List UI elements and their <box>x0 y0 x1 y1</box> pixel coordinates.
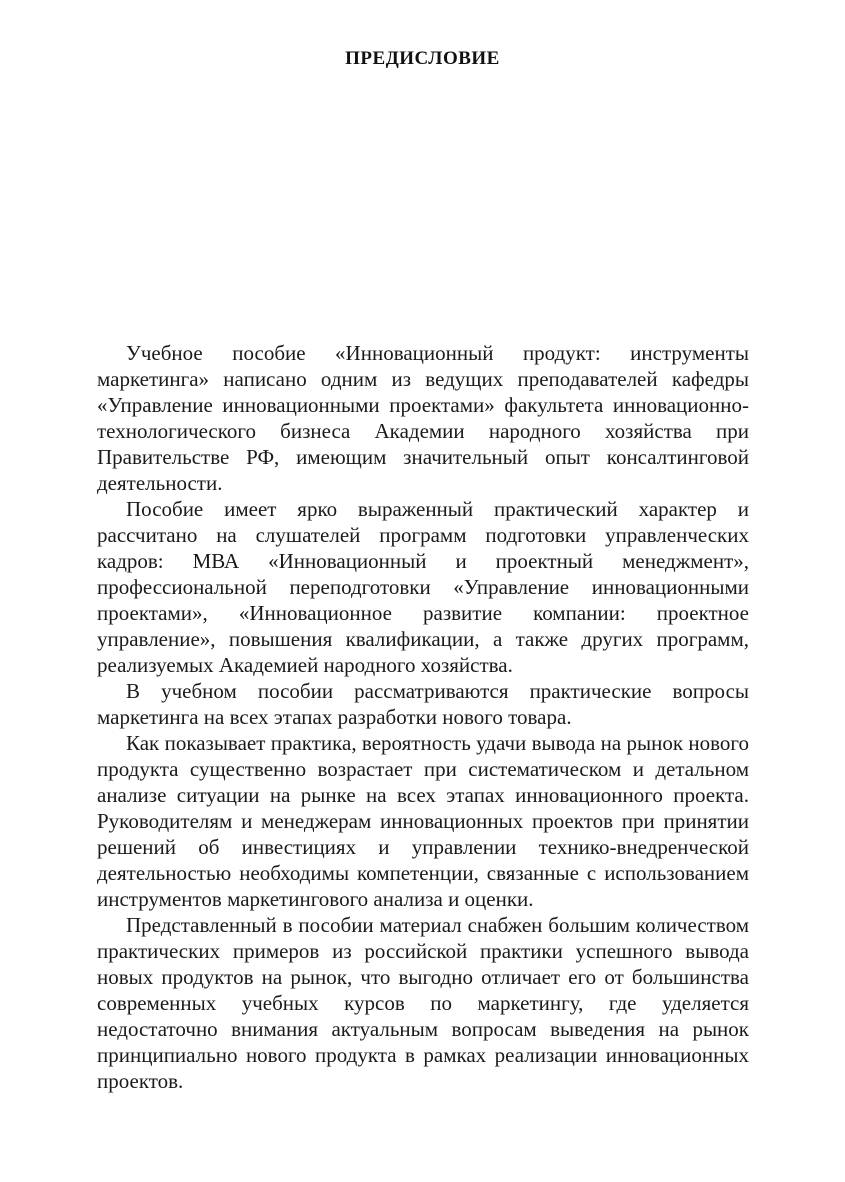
paragraph-4: Как показывает практика, вероятность удачи вывода на рынок нового продукта существенно возрастает при систематическом и детальном анализе ситуации на рынке на всех этапах инновационного проекта. Руководителям и менеджерам инновационных проектов при принятии решений об инвестициях и управлении технико-внедренческой деятельностью необходимы компетенции, связанные с использованием инструментов маркетингового анализа и оценки. <box>97 731 749 911</box>
page-title: ПРЕДИСЛОВИЕ <box>345 48 500 69</box>
paragraph-5: Представленный в пособии материал снабжен большим количеством практических примеров из российской практики успешного вывода новых продуктов на рынок, что выгодно отличает его от большинства современных учебных курсов по маркетингу, где уделяется недостаточно внимания актуальным вопросам выведения на рынок принципиально нового продукта в рамках реализации инновационных проектов. <box>97 913 749 1093</box>
paragraph-2: Пособие имеет ярко выраженный практический характер и рассчитано на слушателей программ подготовки управленческих кадров: МВА «Инновационный и проектный менеджмент», профессиональной переподготовки «Управление инновационными проектами», «Инновационное развитие компании: проектное управление», повышения квалификации, а также других программ, реализуемых Академией народного хозяйства. <box>97 497 749 677</box>
preface-body <box>97 340 749 1094</box>
paragraph-3: В учебном пособии рассматриваются практические вопросы маркетинга на всех этапах разработки нового товара. <box>97 679 749 729</box>
paragraph-1: Учебное пособие «Инновационный продукт: инструменты маркетинга» написано одним из ведущих преподавателей кафедры «Управление инновационными проектами» факультета инновационно-технологического бизнеса Академии народного хозяйства при Правительстве РФ, имеющим значительный опыт консалтинговой деятельности. <box>97 341 749 495</box>
